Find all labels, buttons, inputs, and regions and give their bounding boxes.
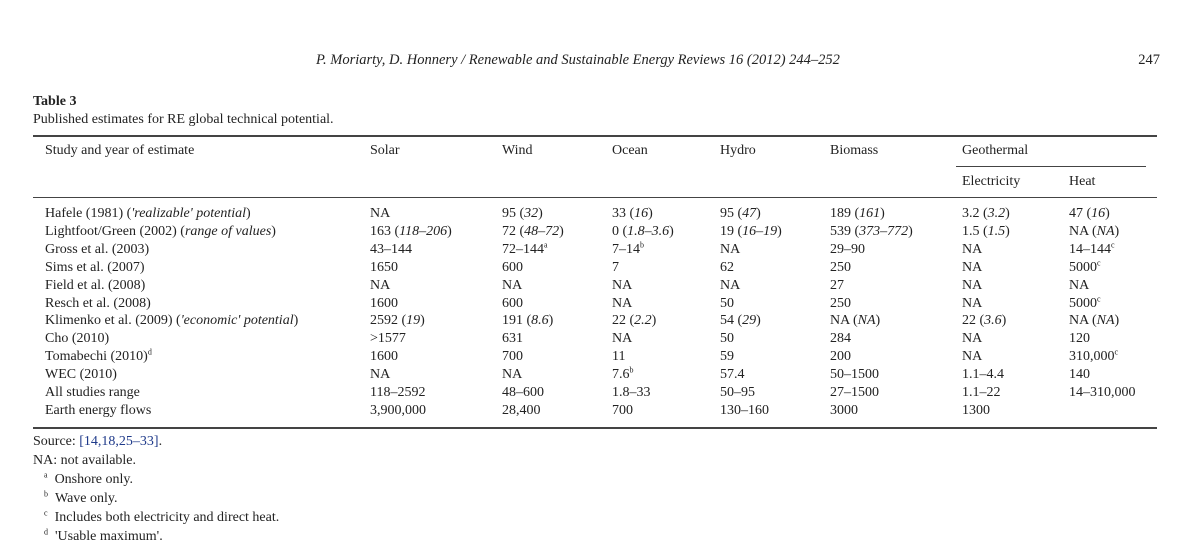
cell-ocean: 11	[612, 349, 626, 365]
table-top-rule	[33, 135, 1157, 137]
cell-heat: NA (NA)	[1069, 313, 1120, 329]
cell-ocean: NA	[612, 295, 633, 311]
table-bottom-rule	[33, 427, 1157, 429]
header-study: Study and year of estimate	[45, 143, 195, 158]
cell-study: Lightfoot/Green (2002) (range of values)	[45, 223, 276, 239]
cell-study: Cho (2010)	[45, 331, 110, 347]
cell-elec: 22 (3.6)	[962, 313, 1007, 329]
header-wind: Wind	[502, 143, 533, 158]
cell-study: Sims et al. (2007)	[45, 259, 145, 275]
cell-ocean: 0 (1.8–3.6)	[612, 223, 674, 239]
cell-hydro: 130–160	[720, 402, 769, 418]
cell-biomass: 29–90	[830, 241, 865, 257]
cell-elec: 1.5 (1.5)	[962, 223, 1010, 239]
cell-hydro: 50–95	[720, 385, 755, 400]
cell-hydro: 62	[720, 259, 734, 275]
cell-heat: NA (NA)	[1069, 223, 1120, 239]
cell-biomass: 284	[830, 331, 851, 347]
cell-elec: 3.2 (3.2)	[962, 206, 1010, 221]
header-geothermal: Geothermal	[962, 143, 1029, 158]
cell-heat: 47 (16)	[1069, 206, 1110, 221]
cell-elec: NA	[962, 349, 983, 365]
footnote: NA: not available.	[33, 453, 137, 468]
header-biomass: Biomass	[830, 143, 879, 158]
cell-solar: NA	[370, 206, 391, 221]
cell-solar: NA	[370, 367, 391, 383]
cell-heat: 14–310,000	[1069, 385, 1136, 400]
cell-hydro: NA	[720, 277, 741, 293]
cell-wind: 72 (48–72)	[502, 223, 564, 239]
cell-ocean: 7.6$^b$	[612, 365, 634, 383]
cell-hydro: 95 (47)	[720, 206, 761, 221]
cell-study: Gross et al. (2003)	[45, 241, 150, 257]
cell-solar: 1600	[370, 295, 398, 311]
cell-elec: 1.1–4.4	[962, 367, 1004, 383]
cell-elec: NA	[962, 295, 983, 311]
cell-solar: 118–2592	[370, 385, 426, 400]
cell-biomass: 250	[830, 259, 851, 275]
cell-hydro: 50	[720, 331, 734, 347]
cell-solar: 2592 (19)	[370, 313, 425, 329]
cell-hydro: 19 (16–19)	[720, 223, 782, 239]
subheader-heat: Heat	[1069, 174, 1096, 189]
footnote: $^d$ 'Usable maximum'.	[44, 527, 163, 544]
cell-hydro: 59	[720, 349, 734, 365]
cell-biomass: 27	[830, 277, 844, 293]
cell-elec: NA	[962, 241, 983, 257]
cell-solar: 163 (118–206)	[370, 223, 452, 239]
subheader-electricity: Electricity	[962, 174, 1021, 189]
cell-wind: NA	[502, 367, 523, 383]
cell-hydro: 54 (29)	[720, 313, 761, 329]
cell-solar: NA	[370, 277, 391, 293]
cell-study: All studies range	[45, 385, 140, 400]
cell-wind: 600	[502, 259, 523, 275]
cell-heat: 5000$^c$	[1069, 293, 1101, 311]
cell-ocean: 700	[612, 402, 633, 418]
cell-hydro: 57.4	[720, 367, 745, 383]
source-references[interactable]: [14,18,25–33]	[79, 434, 159, 449]
footnote: $^a$ Onshore only.	[44, 470, 133, 487]
cell-study: Tomabechi $(2010)^d$	[45, 347, 152, 365]
cell-heat: NA	[1069, 277, 1090, 293]
table-header-rule	[33, 197, 1157, 198]
cell-elec: NA	[962, 331, 983, 347]
geothermal-rule	[956, 166, 1146, 167]
cell-hydro: NA	[720, 241, 741, 257]
footnote: $^b$ Wave only.	[44, 489, 118, 506]
cell-heat: 120	[1069, 331, 1090, 347]
page-number: 247	[1138, 52, 1160, 68]
cell-ocean: 7–14$^b$	[612, 240, 644, 257]
cell-wind: 72–144$^a$	[502, 240, 548, 257]
running-header: P. Moriarty, D. Honnery / Renewable and Sustainable Energy Reviews 16 (2012) 244–252	[316, 52, 840, 68]
table-caption: Published estimates for RE global technical potential.	[33, 112, 334, 127]
cell-wind: NA	[502, 277, 523, 293]
cell-study: Earth energy flows	[45, 402, 152, 418]
table-label: Table 3	[33, 94, 77, 109]
cell-elec: 1.1–22	[962, 385, 1001, 400]
cell-wind: 95 (32)	[502, 206, 543, 221]
cell-ocean: NA	[612, 277, 633, 293]
cell-ocean: 22 (2.2)	[612, 313, 657, 329]
source-line: Source: [14,18,25–33].	[33, 434, 163, 449]
cell-biomass: 250	[830, 295, 851, 311]
cell-study: Field et al. (2008)	[45, 277, 146, 293]
cell-heat: 140	[1069, 367, 1090, 383]
header-solar: Solar	[370, 143, 400, 158]
cell-solar: 3,900,000	[370, 402, 426, 418]
cell-biomass: 539 (373–772)	[830, 223, 913, 239]
cell-wind: 700	[502, 349, 523, 365]
cell-ocean: 33 (16)	[612, 206, 653, 221]
cell-elec: NA	[962, 277, 983, 293]
cell-biomass: 200	[830, 349, 851, 365]
cell-biomass: 50–1500	[830, 367, 879, 383]
cell-ocean: 7	[612, 259, 619, 275]
cell-elec: NA	[962, 259, 983, 275]
cell-heat: 14–144$^c$	[1069, 240, 1115, 257]
cell-elec: 1300	[962, 402, 990, 418]
cell-wind: 191 (8.6)	[502, 313, 554, 329]
cell-study: WEC (2010)	[45, 367, 117, 383]
cell-study: Hafele (1981) ('realizable' potential)	[45, 206, 251, 221]
cell-wind: 631	[502, 331, 523, 347]
cell-solar: 1650	[370, 259, 398, 275]
cell-biomass: 189 (161)	[830, 206, 885, 221]
cell-ocean: NA	[612, 331, 633, 347]
cell-study: Klimenko et al. (2009) ('economic' potential)	[45, 313, 299, 329]
cell-biomass: 27–1500	[830, 385, 879, 400]
footnote: $^c$ Includes both electricity and direct heat.	[44, 508, 280, 525]
cell-heat: 5000$^c$	[1069, 258, 1101, 275]
cell-wind: 600	[502, 295, 523, 311]
cell-solar: 1600	[370, 349, 398, 365]
cell-study: Resch et al. (2008)	[45, 295, 151, 311]
cell-wind: 28,400	[502, 402, 541, 418]
cell-solar: 43–144	[370, 241, 412, 257]
cell-biomass: NA (NA)	[830, 313, 881, 329]
cell-biomass: 3000	[830, 402, 858, 418]
header-hydro: Hydro	[720, 143, 756, 158]
header-ocean: Ocean	[612, 143, 648, 158]
cell-ocean: 1.8–33	[612, 385, 651, 400]
cell-solar: >1577	[370, 331, 406, 347]
cell-hydro: 50	[720, 295, 734, 311]
cell-wind: 48–600	[502, 385, 544, 400]
cell-heat: 310,000$^c$	[1069, 347, 1119, 365]
